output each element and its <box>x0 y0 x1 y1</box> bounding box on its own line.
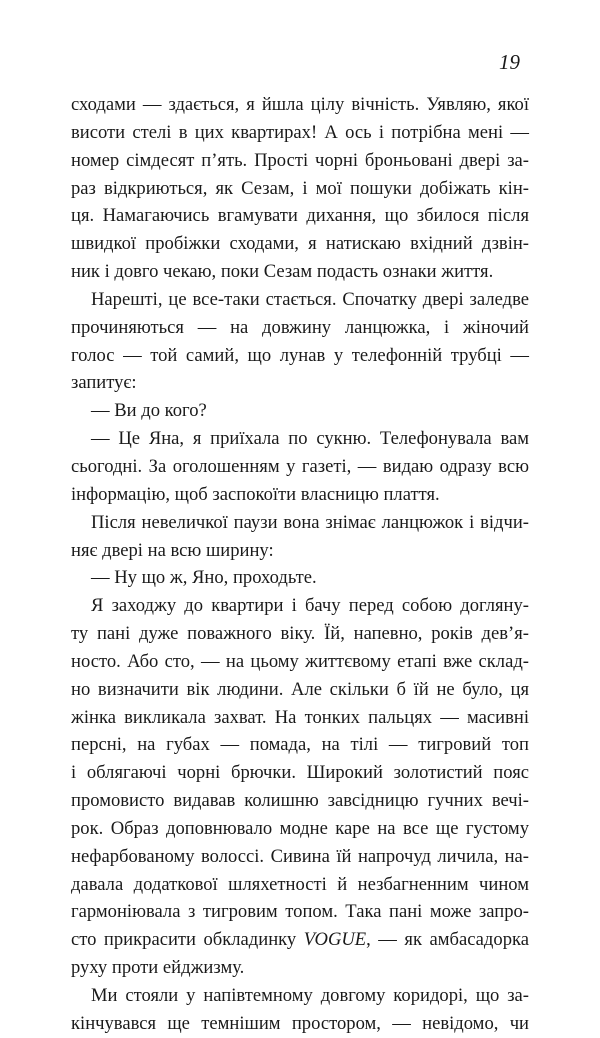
text-line: — Це Яна, я приїхала по сукню. Телефонувала вам <box>91 428 529 450</box>
text-line: — Ну що ж, Яно, проходьте. <box>91 567 317 589</box>
text-line: промовисто видавав колишню завсідницю гучних вечі- <box>71 790 529 812</box>
body-text <box>71 91 529 1038</box>
text-line: і облягаючі чорні брючки. Широкий золотистий пояс <box>71 762 529 784</box>
text-line: запитує: <box>71 372 137 394</box>
text-line: інформацію, щоб заспокоїти власницю плаття. <box>71 483 440 505</box>
text-line: Ми стояли у напівтемному довгому коридорі, що за- <box>91 985 529 1006</box>
text-line: нефарбованому волоссі. Сивина їй напрочуд личила, на- <box>71 845 529 867</box>
text-line: голос — той самий, що лунав у телефонній трубці — <box>71 344 529 366</box>
text-line: рок. Образ доповнювало модне каре на все ще густому <box>71 817 529 839</box>
text-line: сьогодні. За оголошенням у газеті, — видаю одразу всю <box>71 455 529 477</box>
page-number: 19 <box>499 50 520 74</box>
text-line: Після невеличкої паузи вона знімає ланцюжок і відчи- <box>91 511 529 533</box>
text-line: швидкої пробіжки сходами, я натискаю вхідний дзвін- <box>71 233 529 255</box>
text-line: персні, на губах — помада, на тілі — тигровий топ <box>71 734 529 756</box>
text-line: — Ви до кого? <box>91 400 207 422</box>
text-line: давала додаткової шляхетності й незбагненним чином <box>71 873 529 895</box>
text-line: раз відкриються, як Сезам, і мої пошуки добіжать кін- <box>71 177 529 199</box>
text-line: Нарешті, це все-таки стається. Спочатку двері заледве <box>91 288 529 310</box>
text-line: гармоніювала з тигровим топом. Така пані може запро- <box>71 901 529 923</box>
text-line: ця. Намагаючись вгамувати дихання, що збилося після <box>71 205 529 227</box>
text-line: но визначити вік людини. Але скільки б їй не було, ця <box>71 678 529 700</box>
text-line: ту пані дуже поважного віку. Їй, напевно, років дев’я- <box>71 623 529 645</box>
text-line: сто прикрасити обкладинку VOGUE, — як амбасадорка <box>71 929 529 951</box>
text-line: жінка викликала захват. На тонких пальцях — масивні <box>71 706 529 728</box>
text-line: кінчувався ще темнішим простором, — невідомо, чи <box>71 1012 529 1034</box>
text-line: носто. Або сто, — на цьому життєвому етапі вже склад- <box>71 650 529 672</box>
text-line: Я заходжу до квартири і бачу перед собою догляну- <box>91 595 529 617</box>
text-line: ник і довго чекаю, поки Сезам подасть ознаки життя. <box>71 261 494 283</box>
text-line: висоти стелі в цих квартирах! А ось і потрібна мені — <box>71 121 529 143</box>
text-line: номер сімдесят п’ять. Прості чорні броньовані двері за- <box>71 149 529 171</box>
text-line: прочиняються — на довжину ланцюжка, і жіночий <box>71 316 529 338</box>
text-line: руху проти ейджизму. <box>71 957 245 979</box>
text-line: сходами — здається, я йшла цілу вічність. Уявляю, якої <box>71 94 529 115</box>
text-line: няє двері на всю ширину: <box>71 539 274 561</box>
